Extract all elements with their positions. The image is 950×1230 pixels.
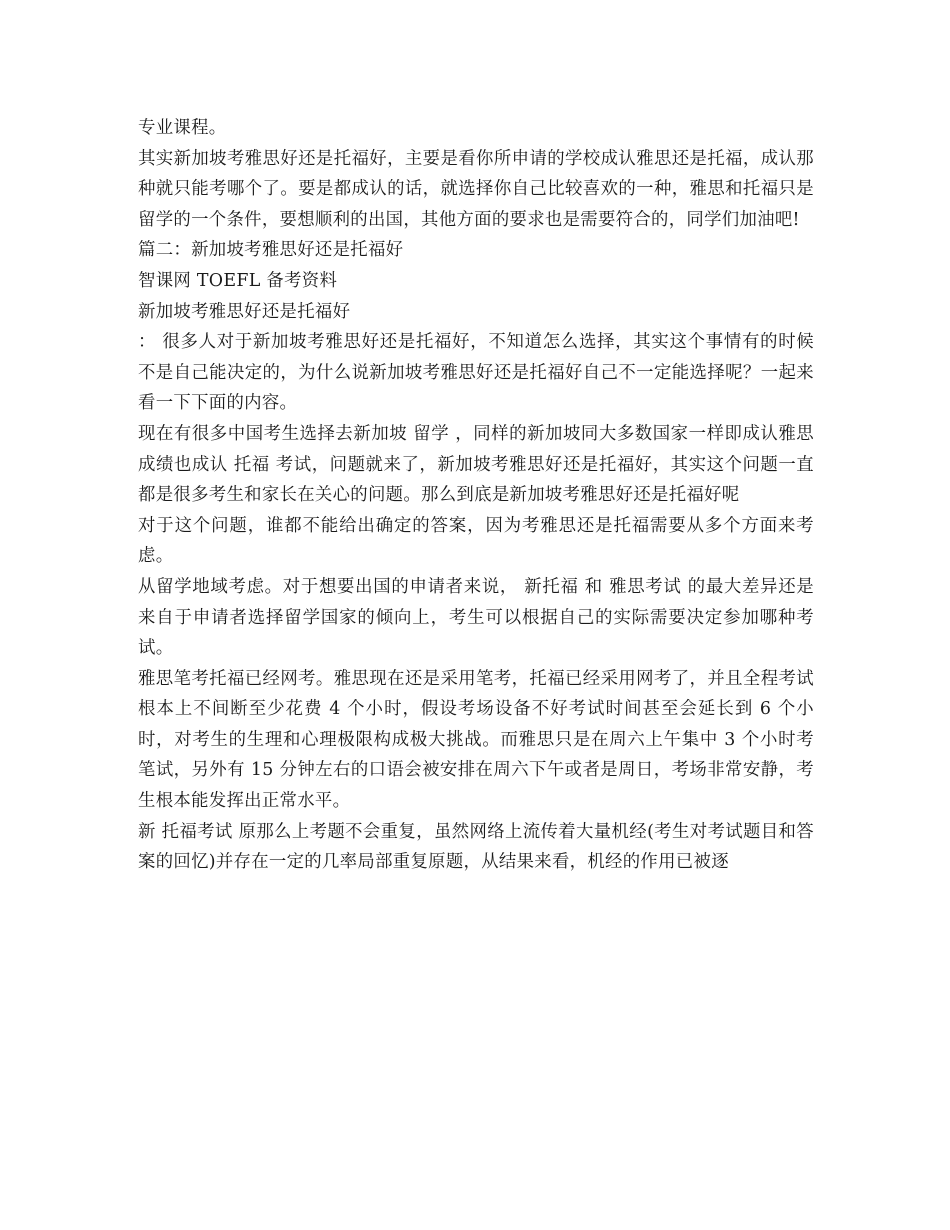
document-body: [138, 113, 814, 878]
paragraph-background: 现在有很多中国考生选择去新加坡 留学 ，同样的新加坡同大多数国家一样即成认雅思 成绩也成认 托福 考试，问题就来了，新加坡考雅思好还是托福好，其实这个问题一直都是很多考生和家长在关心的问题。那么到底是新加坡考雅思好还是托福好呢: [138, 423, 814, 506]
paragraph-no-answer: 对于这个问题，谁都不能给出确定的答案，因为考雅思还是托福需要从多个方面来考虑。: [138, 515, 814, 567]
paragraph-intro: ： 很多人对于新加坡考雅思好还是托福好，不知道怎么选择，其实这个事情有的时候不是自己能决定的，为什么说新加坡考雅思好还是托福好自己不一定能选择呢？一起来看一下下面的内容。: [138, 332, 814, 414]
section-heading: 篇二：新加坡考雅思好还是托福好: [138, 240, 404, 261]
paragraph-question-repeat: 新 托福考试 原那么上考题不会重复，虽然网络上流传着大量机经(考生对考试题目和答案的回忆)并存在一定的几率局部重复原题，从结果来看，机经的作用已被逐: [138, 821, 814, 873]
article-title: 新加坡考雅思好还是托福好: [138, 301, 351, 322]
source-line: 智课网 TOEFL 备考资料: [138, 270, 338, 291]
paragraph-paper-vs-online: 雅思笔考托福已经网考。雅思现在还是采用笔考，托福已经采用网考了，并且全程考试根本上不间断至少花费 4 个小时，假设考场设备不好考试时间甚至会延长到 6 个小时，对考生的生理和心理极限构成极大挑战。而雅思只是在周六上午集中 3 个小时考笔试，另外有 15 分钟左右的口语会被安排在周六下午或者是周日，考场非常安静，考生根本能发挥出正常水平。: [138, 668, 814, 812]
paragraph-summary: 其实新加坡考雅思好还是托福好，主要是看你所申请的学校成认雅思还是托福，成认那种就只能考哪个了。要是都成认的话，就选择你自己比较喜欢的一种，雅思和托福只是留学的一个条件，要想顺利的出国，其他方面的要求也是需要符合的，同学们加油吧!: [138, 148, 814, 230]
paragraph-region: 从留学地域考虑。对于想要出国的申请者来说， 新托福 和 雅思考试 的最大差异还是来自于申请者选择留学国家的倾向上，考生可以根据自己的实际需要决定参加哪种考试。: [138, 576, 814, 659]
paragraph-course-ending: 专业课程。: [138, 118, 227, 138]
